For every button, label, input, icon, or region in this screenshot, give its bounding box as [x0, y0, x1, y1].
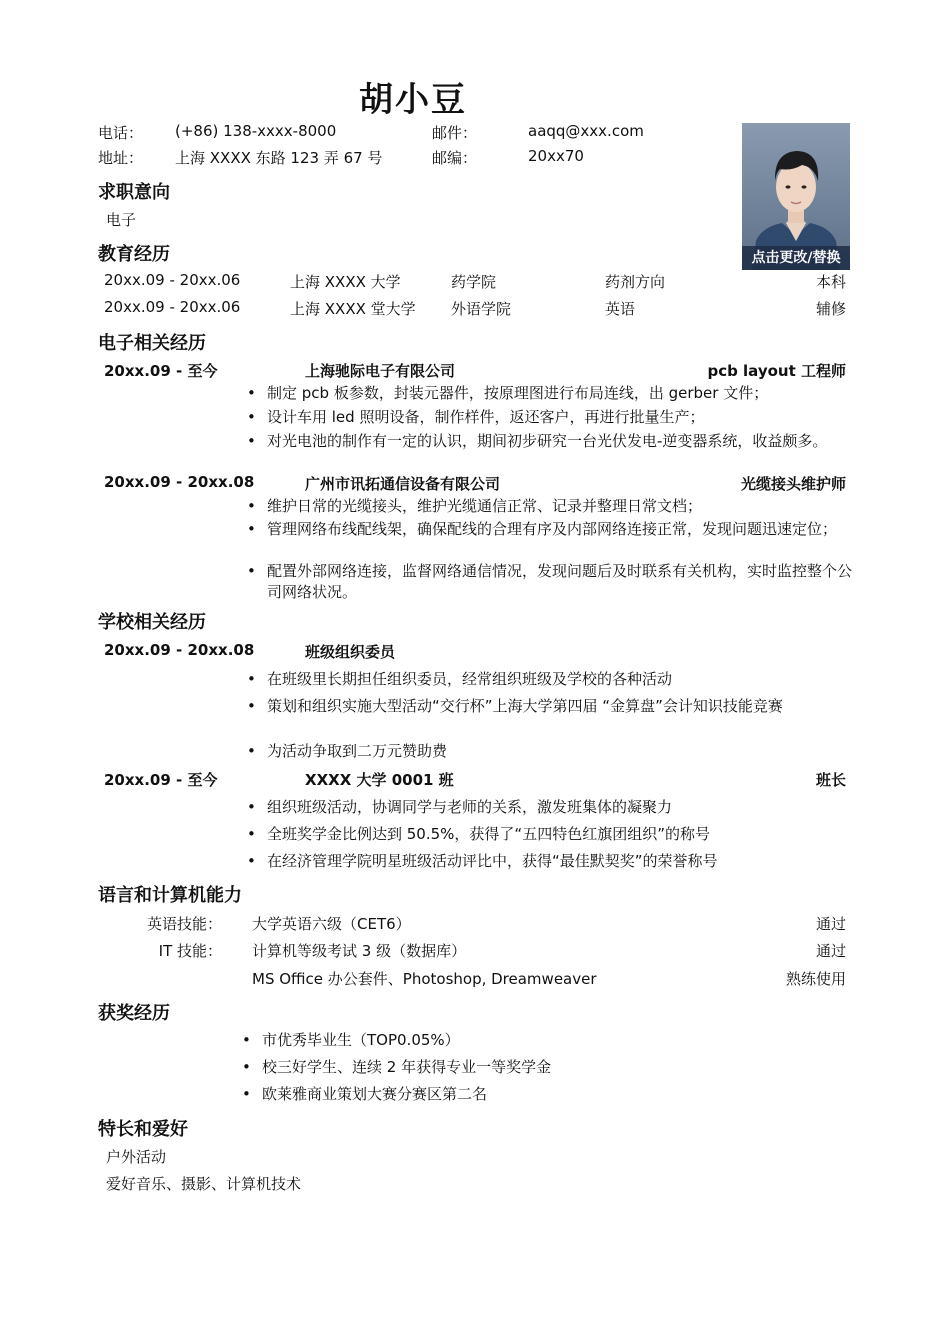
list-item: • 设计车用 led 照明设备，制作样件，返还客户，再进行批量生产； — [247, 408, 705, 426]
list-item: • 维护日常的光缆接头，维护光缆通信正常、记录并整理日常文档； — [247, 497, 703, 515]
list-item: • 为活动争取到二万元赞助费 — [247, 742, 448, 760]
skill-value: 大学英语六级（CET6） — [252, 915, 411, 933]
edu-school: 上海 XXXX 大学 — [290, 273, 401, 291]
job-role: 光缆接头维护师 — [740, 475, 846, 493]
list-item: • 在经济管理学院明星班级活动评比中，获得“最佳默契奖”的荣誉称号 — [247, 852, 718, 870]
skill-level: 通过 — [815, 942, 846, 960]
phone-label: 电话： — [98, 124, 144, 142]
skill-label: IT 技能： — [158, 942, 222, 960]
list-item: • 校三好学生、连续 2 年获得专业一等奖学金 — [242, 1058, 552, 1076]
job-company: 广州市讯拓通信设备有限公司 — [305, 475, 501, 493]
edu-college: 外语学院 — [451, 300, 512, 318]
edu-school: 上海 XXXX 堂大学 — [290, 300, 416, 318]
email-label: 邮件： — [432, 124, 478, 142]
school-org: 班级组织委员 — [305, 643, 396, 661]
list-item: • 策划和组织实施大型活动“交行杯”上海大学第四届 “金算盘”会计知识技能竞赛 — [247, 697, 783, 715]
zip-value: 20xx70 — [528, 147, 584, 165]
address-label: 地址： — [98, 149, 144, 167]
edu-degree: 辅修 — [815, 300, 846, 318]
list-item: • 全班奖学金比例达到 50.5%，获得了“五四特色红旗团组织”的称号 — [247, 825, 710, 843]
section-title-awards: 获奖经历 — [98, 1003, 170, 1024]
zip-label: 邮编： — [432, 149, 478, 167]
section-title-objective: 求职意向 — [98, 182, 170, 203]
photo-change-caption[interactable]: 点击更改/替换 — [742, 246, 850, 270]
list-item: • 配置外部网络连接，监督网络通信情况，发现问题后及时联系有关机构，实时监控整个公司网络状况。 — [247, 562, 853, 601]
list-item: • 管理网络布线配线架，确保配线的合理有序及内部网络连接正常，发现问题迅速定位； — [247, 520, 838, 538]
list-item: • 欧莱雅商业策划大赛分赛区第二名 — [242, 1085, 488, 1103]
school-period: 20xx.09 - 20xx.08 — [104, 641, 255, 659]
list-item: • 在班级里长期担任组织委员，经常组织班级及学校的各种活动 — [247, 670, 673, 688]
skill-level: 熟练使用 — [785, 970, 846, 988]
job-company: 上海驰际电子有限公司 — [305, 362, 456, 380]
objective-value: 电子 — [106, 211, 137, 229]
school-org: XXXX 大学 0001 班 — [305, 771, 454, 789]
section-title-hobbies: 特长和爱好 — [98, 1119, 188, 1140]
resume-name: 胡小豆 — [359, 80, 467, 120]
section-title-education: 教育经历 — [98, 244, 170, 265]
phone-value: (+86) 138-xxxx-8000 — [175, 122, 337, 140]
school-period: 20xx.09 - 至今 — [104, 771, 218, 789]
list-item: • 市优秀毕业生（TOP0.05%） — [242, 1031, 460, 1049]
job-period: 20xx.09 - 至今 — [104, 362, 218, 380]
hobby-line: 户外活动 — [106, 1148, 167, 1166]
list-item: • 制定 pcb 板参数，封装元器件，按原理图进行布局连线，出 gerber 文件； — [247, 384, 769, 402]
section-title-school: 学校相关经历 — [98, 612, 206, 633]
skill-value: MS Office 办公套件、Photoshop, Dreamweaver — [252, 970, 597, 988]
school-role: 班长 — [815, 771, 846, 789]
address-value: 上海 XXXX 东路 123 弄 67 号 — [175, 149, 383, 167]
skill-level: 通过 — [815, 915, 846, 933]
list-item: • 组织班级活动，协调同学与老师的关系，激发班集体的凝聚力 — [247, 798, 673, 816]
skill-label: 英语技能： — [146, 915, 222, 933]
skill-value: 计算机等级考试 3 级（数据库） — [252, 942, 467, 960]
edu-period: 20xx.09 - 20xx.06 — [104, 298, 241, 316]
profile-photo[interactable] — [742, 123, 850, 270]
job-period: 20xx.09 - 20xx.08 — [104, 473, 255, 491]
list-item: • 对光电池的制作有一定的认识，期间初步研究一台光伏发电-逆变器系统，收益颇多。 — [247, 432, 828, 450]
email-value[interactable]: aaqq@xxx.com — [528, 122, 644, 140]
section-title-skills: 语言和计算机能力 — [98, 885, 242, 906]
job-role: pcb layout 工程师 — [707, 362, 846, 380]
hobby-line: 爱好音乐、摄影、计算机技术 — [106, 1175, 302, 1193]
edu-major: 药剂方向 — [605, 273, 666, 291]
section-title-electronics: 电子相关经历 — [98, 333, 206, 354]
edu-degree: 本科 — [815, 273, 846, 291]
edu-college: 药学院 — [451, 273, 497, 291]
edu-major: 英语 — [605, 300, 636, 318]
edu-period: 20xx.09 - 20xx.06 — [104, 271, 241, 289]
